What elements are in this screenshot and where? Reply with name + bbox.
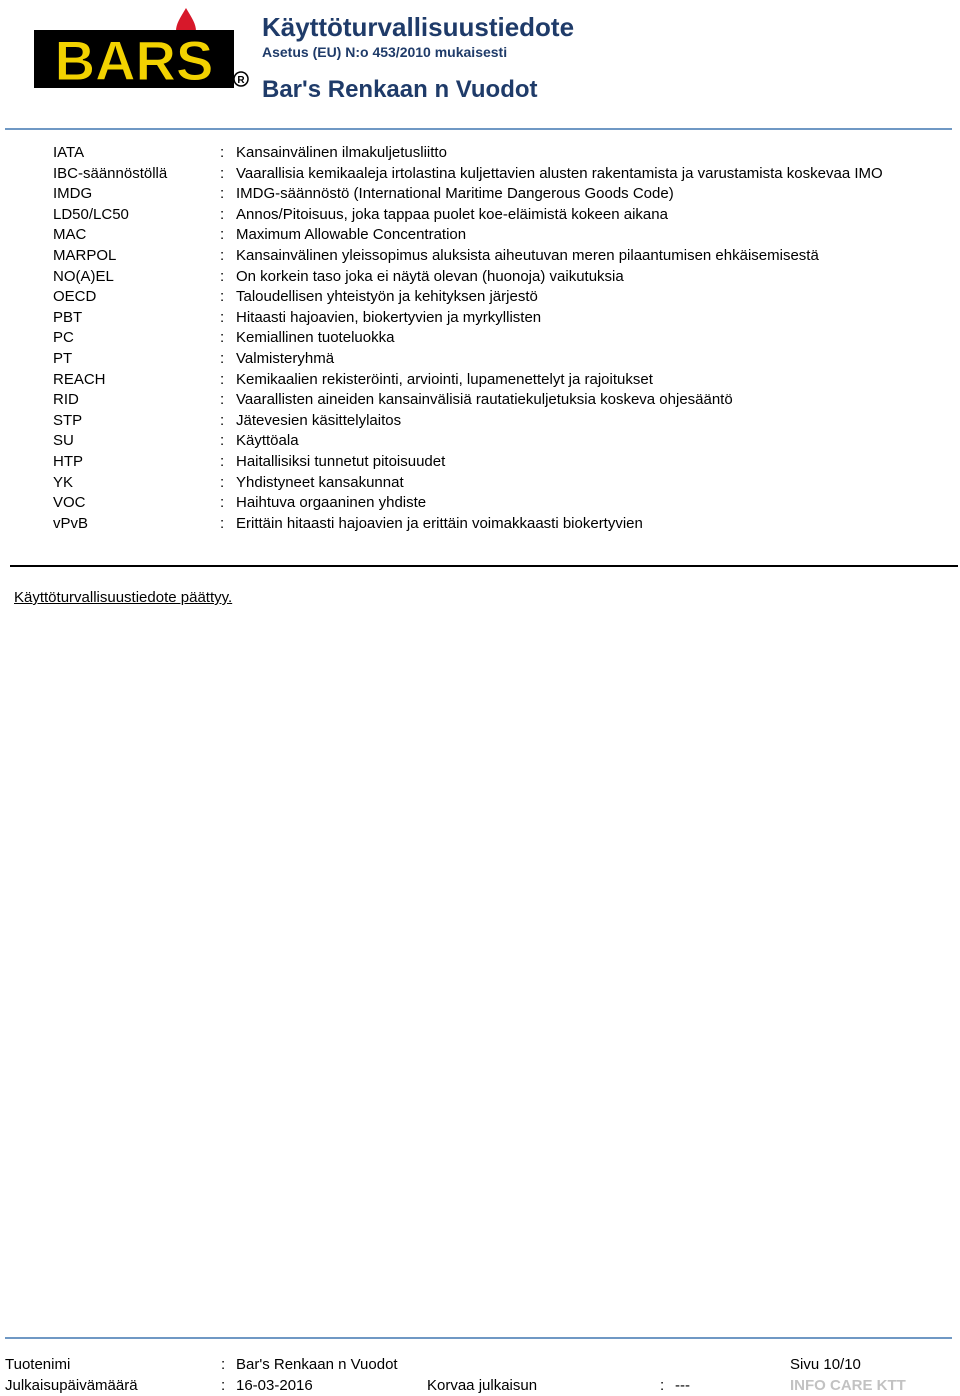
abbreviation-definition: Hitaasti hajoavien, biokertyvien ja myrkyllisten [236, 308, 542, 326]
footer-date-value: 16-03-2016 [236, 1377, 313, 1394]
abbreviation-row [53, 411, 953, 432]
abbreviation-separator: : [220, 164, 225, 182]
abbreviation-definition: Valmisteryhmä [236, 349, 335, 367]
footer-product-colon: : [221, 1356, 226, 1373]
abbreviation-separator: : [220, 514, 225, 532]
abbreviation-term: LD50/LC50 [53, 205, 129, 223]
abbreviation-row [53, 370, 953, 391]
abbreviation-definition: IMDG-säännöstö (International Maritime Dangerous Goods Code) [236, 185, 674, 203]
abbreviation-separator: : [220, 432, 225, 450]
abbreviation-definition: Kemikaalien rekisteröinti, arviointi, lupamenettelyt ja rajoitukset [236, 370, 653, 388]
abbreviation-separator: : [220, 452, 225, 470]
abbreviation-separator: : [220, 349, 225, 367]
footer-replaces-value: --- [675, 1377, 690, 1394]
abbreviation-definition: Käyttöala [236, 432, 299, 450]
abbreviation-definition: Vaarallisten aineiden kansainvälisiä rautatiekuljetuksia koskeva ohjesääntö [236, 391, 733, 409]
abbreviation-term: NO(A)EL [53, 267, 114, 285]
abbreviation-term: STP [53, 411, 83, 429]
abbreviation-term: IBC-säännöstöllä [53, 164, 168, 182]
abbreviation-separator: : [220, 494, 225, 512]
product-name-heading: Bar's Renkaan n Vuodot [262, 76, 538, 103]
header-divider [5, 128, 952, 130]
abbreviation-separator: : [220, 185, 225, 203]
abbreviation-term: RID [53, 391, 79, 409]
abbreviation-row [53, 225, 953, 246]
abbreviation-term: OECD [53, 288, 97, 306]
abbreviation-separator: : [220, 267, 225, 285]
abbreviation-definition: Kansainvälinen yleissopimus aluksista aiheutuvan meren pilaantumisen ehkäisemisestä [236, 246, 819, 264]
abbreviation-separator: : [220, 391, 225, 409]
footer-date-label: Julkaisupäivämäärä [5, 1377, 138, 1394]
end-divider [10, 565, 958, 567]
footer-divider [5, 1337, 952, 1339]
abbreviation-row [53, 246, 953, 267]
footer-product-label: Tuotenimi [5, 1356, 71, 1373]
abbreviation-term: YK [53, 473, 74, 491]
abbreviation-row [53, 514, 953, 535]
abbreviation-row [53, 143, 953, 164]
abbreviation-row [53, 164, 953, 185]
abbreviation-row [53, 267, 953, 288]
abbreviation-row [53, 349, 953, 370]
abbreviation-definition: On korkein taso joka ei näytä olevan (huonoja) vaikutuksia [236, 267, 624, 285]
abbreviation-separator: : [220, 308, 225, 326]
abbreviation-definition: Annos/Pitoisuus, joka tappaa puolet koe-eläimistä kokeen aikana [236, 205, 668, 223]
abbreviation-term: PBT [53, 308, 83, 326]
abbreviation-definition: Vaarallisia kemikaaleja irtolastina kuljettavien alusten rakentamista ja varustamista koskevaa IMO [236, 164, 883, 182]
abbreviation-separator: : [220, 411, 225, 429]
abbreviation-definition: Haitallisiksi tunnetut pitoisuudet [236, 452, 446, 470]
abbreviation-row [53, 184, 953, 205]
abbreviation-row [53, 493, 953, 514]
abbreviation-separator: : [220, 226, 225, 244]
abbreviation-term: HTP [53, 452, 83, 470]
footer-product-value: Bar's Renkaan n Vuodot [236, 1356, 398, 1373]
abbreviation-term: VOC [53, 494, 86, 512]
document-subtitle: Asetus (EU) N:o 453/2010 mukaisesti [262, 44, 508, 60]
abbreviation-definition: Erittäin hitaasti hajoavien ja erittäin voimakkaasti biokertyvien [236, 514, 643, 532]
bars-logo [34, 6, 250, 90]
abbreviation-separator: : [220, 329, 225, 347]
abbreviation-row [53, 205, 953, 226]
abbreviation-separator: : [220, 370, 225, 388]
abbreviation-row [53, 328, 953, 349]
footer-brand: INFO CARE KTT [790, 1377, 906, 1394]
abbreviation-separator: : [220, 473, 225, 491]
abbreviation-definition: Jätevesien käsittelylaitos [236, 411, 402, 429]
abbreviation-definition: Kemiallinen tuoteluokka [236, 329, 395, 347]
abbreviation-definition: Taloudellisen yhteistyön ja kehityksen järjestö [236, 288, 538, 306]
document-title: Käyttöturvallisuustiedote [262, 12, 575, 42]
abbreviation-definition: Maximum Allowable Concentration [236, 226, 467, 244]
abbreviation-separator: : [220, 144, 225, 161]
abbreviation-term: IATA [53, 144, 85, 161]
abbreviation-definition: Haihtuva orgaaninen yhdiste [236, 494, 427, 512]
abbreviation-row [53, 308, 953, 329]
abbreviation-term: PC [53, 329, 74, 347]
footer-page-number: Sivu 10/10 [790, 1356, 861, 1373]
abbreviation-separator: : [220, 288, 225, 306]
abbreviation-list [53, 143, 953, 534]
abbreviation-term: IMDG [53, 185, 93, 203]
abbreviation-row [53, 287, 953, 308]
abbreviation-term: MAC [53, 226, 87, 244]
svg-text:R: R [237, 75, 245, 86]
abbreviation-term: SU [53, 432, 74, 450]
abbreviation-definition: Kansainvälinen ilmakuljetusliitto [236, 144, 447, 161]
abbreviation-term: REACH [53, 370, 106, 388]
logo-text: BARS [54, 29, 214, 90]
footer-replaces-label: Korvaa julkaisun [427, 1377, 538, 1394]
footer-replaces-colon: : [660, 1377, 665, 1394]
abbreviation-separator: : [220, 205, 225, 223]
end-of-document-note: Käyttöturvallisuustiedote päättyy. [14, 589, 233, 606]
abbreviation-row [53, 390, 953, 411]
abbreviation-row [53, 452, 953, 473]
abbreviation-separator: : [220, 246, 225, 264]
abbreviation-term: MARPOL [53, 246, 117, 264]
abbreviation-term: vPvB [53, 514, 89, 532]
footer-date-colon: : [221, 1377, 226, 1394]
abbreviation-row [53, 473, 953, 494]
abbreviation-term: PT [53, 349, 73, 367]
abbreviation-definition: Yhdistyneet kansakunnat [236, 473, 404, 491]
abbreviation-row [53, 431, 953, 452]
